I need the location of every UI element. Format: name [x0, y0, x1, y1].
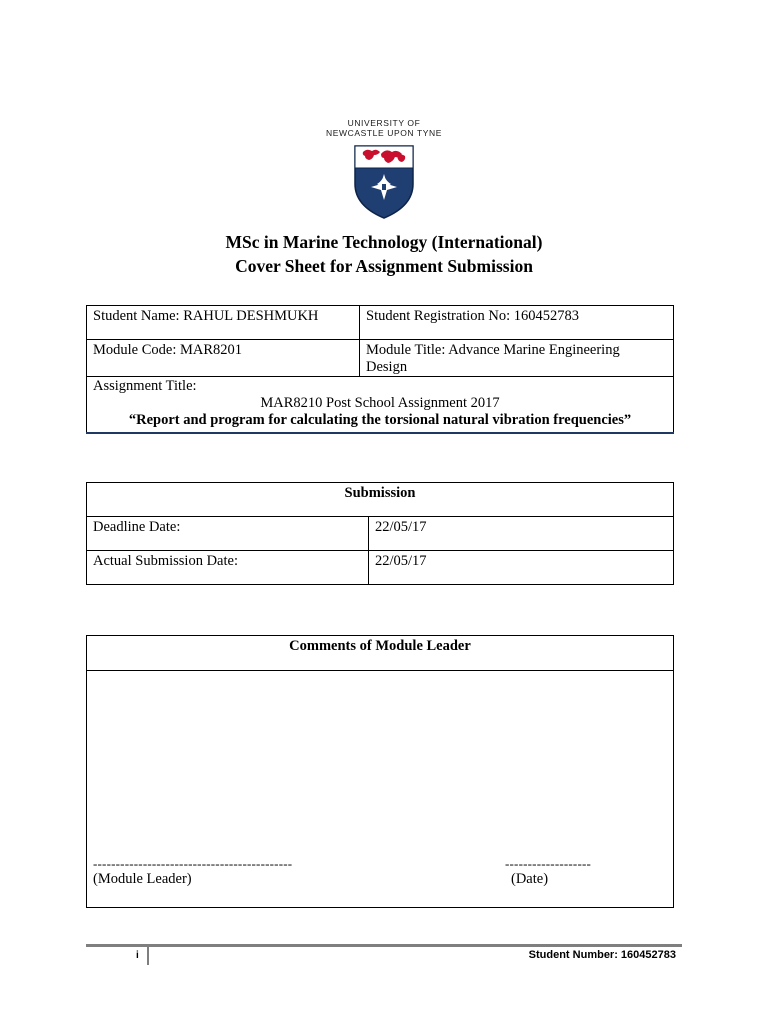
comments-header: Comments of Module Leader	[87, 636, 674, 671]
programme-title: MSc in Marine Technology (International)	[225, 232, 543, 252]
actual-submission-value: 22/05/17	[369, 551, 674, 585]
logo-text-line2: NEWCASTLE UPON TYNE	[325, 128, 443, 138]
module-leader-label: (Module Leader)	[93, 871, 192, 887]
university-logo	[0, 118, 768, 220]
submission-table	[86, 482, 674, 585]
footer-student-number: Student Number: 160452783	[528, 949, 676, 961]
student-name-cell: Student Name: RAHUL DESHMUKH	[87, 306, 360, 340]
module-leader-signature-line: --------------------------------------------	[93, 856, 293, 871]
assignment-title-cell	[87, 377, 674, 433]
deadline-label: Deadline Date:	[87, 517, 369, 551]
registration-no-cell: Student Registration No: 160452783	[360, 306, 674, 340]
module-title-cell	[360, 340, 674, 377]
submission-header: Submission	[87, 483, 674, 517]
module-title-line1: Module Title: Advance Marine Engineering	[366, 342, 620, 358]
assignment-title-label: Assignment Title:	[93, 378, 197, 394]
module-code-cell: Module Code: MAR8201	[87, 340, 360, 377]
deadline-value: 22/05/17	[369, 517, 674, 551]
actual-submission-label: Actual Submission Date:	[87, 551, 369, 585]
page-number: i	[136, 950, 139, 961]
footer-rule	[86, 944, 682, 947]
document-heading	[0, 230, 768, 278]
module-title-line2: Design	[366, 359, 408, 375]
assignment-name: MAR8210 Post School Assignment 2017	[260, 395, 500, 411]
assignment-subtitle: “Report and program for calculating the torsional natural vibration frequencies”	[128, 412, 632, 428]
comments-table	[86, 635, 674, 908]
university-crest-icon	[353, 144, 415, 220]
date-label: (Date)	[511, 871, 549, 887]
page-number-divider	[147, 947, 149, 965]
cover-sheet-title: Cover Sheet for Assignment Submission	[235, 256, 533, 276]
date-signature-line: -------------------	[505, 856, 592, 871]
comments-area	[87, 671, 674, 908]
student-details-table	[86, 305, 674, 434]
logo-text-line1: UNIVERSITY OF	[347, 118, 421, 128]
